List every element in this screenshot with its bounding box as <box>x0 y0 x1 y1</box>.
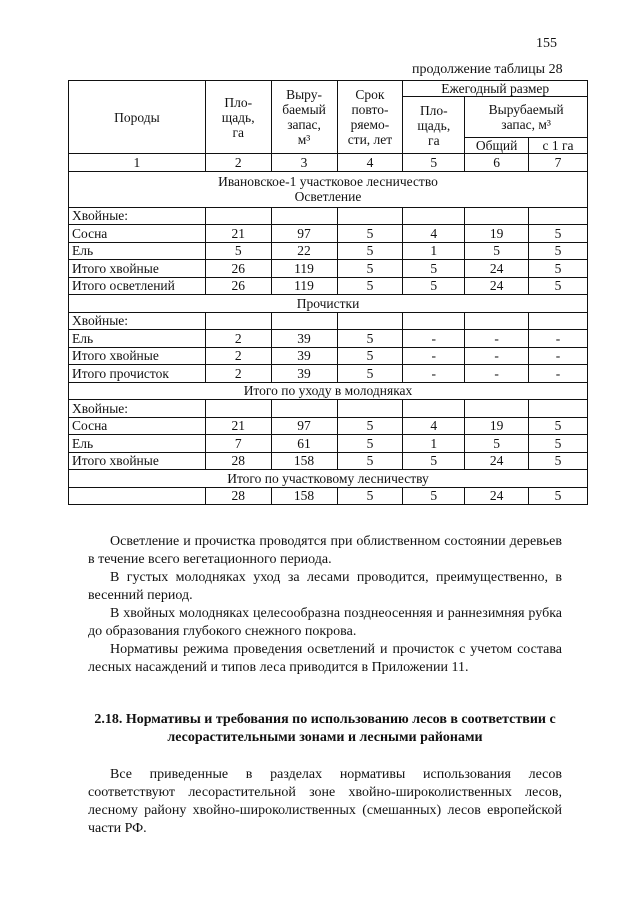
header-species: Породы <box>69 81 206 154</box>
table-cell <box>465 207 529 225</box>
row-label: Итого хвойные <box>69 260 206 278</box>
table-cell: 97 <box>271 417 337 435</box>
header-annual-stock: Вырубаемый запас, м³ <box>465 97 588 138</box>
table-cell: 5 <box>205 242 271 260</box>
table-cell: 5 <box>403 452 465 470</box>
table-cell: 5 <box>529 242 588 260</box>
header-stock: Выру- баемый запас, м³ <box>271 81 337 154</box>
table-cell: 19 <box>465 417 529 435</box>
column-number: 3 <box>271 154 337 172</box>
table-cell: 21 <box>205 417 271 435</box>
table-continuation-label: продолжение таблицы 28 <box>412 62 563 77</box>
row-label: Сосна <box>69 417 206 435</box>
table-cell: 5 <box>403 487 465 505</box>
table-cell <box>205 312 271 330</box>
table-cell: 39 <box>271 330 337 348</box>
table-cell: 4 <box>403 417 465 435</box>
table-cell: 5 <box>337 452 403 470</box>
table-row <box>69 452 588 470</box>
header-annual-area: Пло- щадь, га <box>403 97 465 154</box>
row-label: Итого хвойные <box>69 452 206 470</box>
table-cell: 19 <box>465 225 529 243</box>
table-cell: 1 <box>403 242 465 260</box>
table-row <box>69 435 588 453</box>
column-number: 2 <box>205 154 271 172</box>
column-numbers-row <box>69 154 588 172</box>
column-number: 7 <box>529 154 588 172</box>
table-cell: 5 <box>529 225 588 243</box>
section-heading: 2.18. Нормативы и требования по использованию лесов в соответствии с лесорастительными зонами и лесными районами <box>94 712 556 745</box>
table-cell: 21 <box>205 225 271 243</box>
table-cell: 5 <box>337 225 403 243</box>
table-cell <box>403 400 465 418</box>
table-row <box>69 242 588 260</box>
table-cell <box>205 207 271 225</box>
table-cell: - <box>465 347 529 365</box>
column-number: 5 <box>403 154 465 172</box>
table-cell: 5 <box>529 435 588 453</box>
row-label: Сосна <box>69 225 206 243</box>
paragraph: В хвойных молодняках целесообразна позднеосенняя и раннезимняя рубка до образования глубокого снежного покрова. <box>88 606 562 639</box>
paragraph: В густых молодняках уход за лесами проводится, преимущественно, в весенний период. <box>88 570 562 603</box>
section-title-row <box>69 295 588 313</box>
forestry-title: Ивановское-1 участковое лесничество <box>218 174 438 189</box>
table-cell: 39 <box>271 365 337 383</box>
table-body <box>69 171 588 505</box>
table-cell: 5 <box>337 242 403 260</box>
table-cell: 5 <box>337 417 403 435</box>
header-per-ha: с 1 га <box>529 138 588 154</box>
table-cell: - <box>529 365 588 383</box>
table-row <box>69 365 588 383</box>
header-annual: Ежегодный размер <box>403 81 588 97</box>
table-cell: 2 <box>205 330 271 348</box>
table-cell <box>271 400 337 418</box>
table-cell: 5 <box>465 435 529 453</box>
section-title: Итого по уходу в молодняках <box>69 382 588 400</box>
table-cell: 119 <box>271 277 337 295</box>
row-label: Хвойные: <box>69 207 206 225</box>
forestry-row <box>69 171 588 207</box>
table-cell: - <box>529 347 588 365</box>
table-cell: 5 <box>529 277 588 295</box>
table-cell: 2 <box>205 347 271 365</box>
header-area: Пло- щадь, га <box>205 81 271 154</box>
table-cell: 28 <box>205 452 271 470</box>
row-label <box>69 487 206 505</box>
table-cell: 5 <box>337 277 403 295</box>
table-cell <box>465 312 529 330</box>
table-cell: 97 <box>271 225 337 243</box>
table-cell <box>271 207 337 225</box>
row-label: Ель <box>69 242 206 260</box>
table-cell: 61 <box>271 435 337 453</box>
forest-care-table <box>68 80 588 505</box>
column-number: 6 <box>465 154 529 172</box>
table-row <box>69 347 588 365</box>
table-cell: 24 <box>465 487 529 505</box>
table-cell <box>403 207 465 225</box>
section-title-row <box>69 382 588 400</box>
body-paragraphs <box>88 533 562 677</box>
table-cell <box>529 400 588 418</box>
header-total: Общий <box>465 138 529 154</box>
table-row <box>69 417 588 435</box>
table-cell: 5 <box>337 365 403 383</box>
row-label: Итого осветлений <box>69 277 206 295</box>
row-label: Ель <box>69 435 206 453</box>
table-row <box>69 207 588 225</box>
table-cell: - <box>403 365 465 383</box>
table-cell: 5 <box>529 260 588 278</box>
table-row <box>69 225 588 243</box>
table-cell: 158 <box>271 452 337 470</box>
table-row <box>69 400 588 418</box>
table-cell: 22 <box>271 242 337 260</box>
table-row <box>69 487 588 505</box>
table-cell: 7 <box>205 435 271 453</box>
table-cell: 5 <box>529 452 588 470</box>
table-row <box>69 312 588 330</box>
page-number: 155 <box>536 36 557 51</box>
table-cell: 5 <box>337 330 403 348</box>
final-paragraph-block <box>88 766 562 838</box>
table-cell: - <box>465 330 529 348</box>
table-cell: 5 <box>337 487 403 505</box>
table-cell: - <box>403 330 465 348</box>
table-cell: 28 <box>205 487 271 505</box>
table-cell <box>271 312 337 330</box>
table-cell <box>205 400 271 418</box>
table-cell: 39 <box>271 347 337 365</box>
paragraph: Все приведенные в разделах нормативы использования лесов соответствуют лесорастительной зоне хвойно-широколиственных лесов, лесному району хвойно-широколиственных (смешанных) лесов европейской части РФ. <box>88 767 562 836</box>
section-title-row <box>69 470 588 488</box>
table-cell: - <box>465 365 529 383</box>
table-cell: 5 <box>337 435 403 453</box>
table-cell <box>529 207 588 225</box>
row-label: Хвойные: <box>69 400 206 418</box>
table-cell: 119 <box>271 260 337 278</box>
column-number: 1 <box>69 154 206 172</box>
section-title: Осветление <box>294 189 362 204</box>
table-cell: 5 <box>337 260 403 278</box>
table-cell: 5 <box>529 487 588 505</box>
table-cell: 2 <box>205 365 271 383</box>
table-cell: 24 <box>465 260 529 278</box>
row-label: Итого хвойные <box>69 347 206 365</box>
table-cell: 24 <box>465 277 529 295</box>
table-row <box>69 277 588 295</box>
table-cell: 5 <box>337 347 403 365</box>
section-title: Прочистки <box>69 295 588 313</box>
row-label: Хвойные: <box>69 312 206 330</box>
column-number: 4 <box>337 154 403 172</box>
table-row <box>69 260 588 278</box>
table-cell: 1 <box>403 435 465 453</box>
table-cell <box>337 400 403 418</box>
table-cell: - <box>529 330 588 348</box>
table-cell: - <box>403 347 465 365</box>
table-cell <box>529 312 588 330</box>
table-cell <box>403 312 465 330</box>
table-cell: 158 <box>271 487 337 505</box>
table-cell <box>465 400 529 418</box>
table-cell <box>337 207 403 225</box>
table-cell: 4 <box>403 225 465 243</box>
paragraph: Осветление и прочистка проводятся при облиственном состоянии деревьев в течение всего вегетационного периода. <box>88 534 562 567</box>
table-cell: 26 <box>205 277 271 295</box>
table-cell: 24 <box>465 452 529 470</box>
table-cell: 5 <box>529 417 588 435</box>
table-cell: 5 <box>403 277 465 295</box>
table-row <box>69 330 588 348</box>
table-cell <box>337 312 403 330</box>
header-period: Срок повто- ряемо- сти, лет <box>337 81 403 154</box>
row-label: Ель <box>69 330 206 348</box>
row-label: Итого прочисток <box>69 365 206 383</box>
paragraph: Нормативы режима проведения осветлений и прочисток с учетом состава лесных насаждений и типов леса приводится в Приложении 11. <box>88 642 562 675</box>
table-cell: 26 <box>205 260 271 278</box>
section-title: Итого по участковому лесничеству <box>69 470 588 488</box>
table-cell: 5 <box>465 242 529 260</box>
table-cell: 5 <box>403 260 465 278</box>
